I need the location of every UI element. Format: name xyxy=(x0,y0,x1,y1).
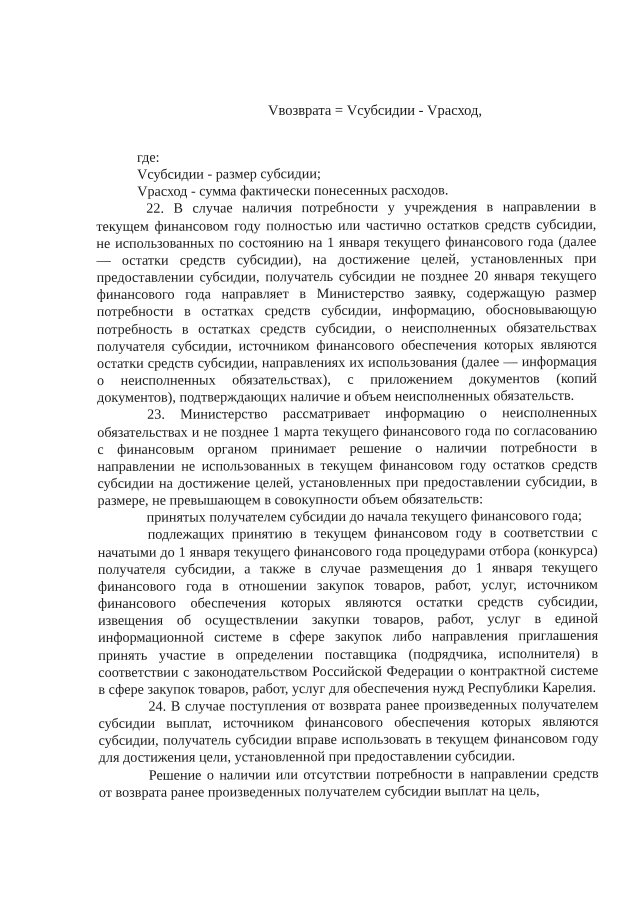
document-body xyxy=(96,148,599,802)
paragraph-22: 22. В случае наличия потребности у учреждения в направлении в текущем финансовом году полностью или частично остатков средств субсидии, не использованных по состоянию на 1 января текущего финансового года (далее — остатки средств субсидии), на достижение целей, установленных при предоставлении субсидии, получатель субсидии не позднее 20 января текущего финансового года направляет в Министерство заявку, содержащую размер потребности в остатках средств субсидии, информацию, обосновывающую потребность в остатках средств субсидии, о неисполненных обязательствах получателя субсидии, источником финансового обеспечения которых являются остатки средств субсидии, направлениях их использования (далее — информация о неисполненных обязательствах), с приложением документов (копий документов), подтверждающих наличие и объем неисполненных обязательств. xyxy=(96,199,598,407)
definition-expense: Vрасход - сумма фактически понесенных расходов. xyxy=(137,182,449,201)
definition-subsidy: Vсубсидии - размер субсидии; xyxy=(137,166,321,183)
paragraph-23-item-b: подлежащих принятию в текущем финансовом году в соответствии с начатыми до 1 января текущего финансового года процедурами отбора (конкурса) получателя субсидии, а также в случае размещения до 1 января текущего финансового года в отношении закупок товаров, работ, услуг, источником финансового обеспечения которых являются остатки средств субсидии, извещения об осуществлении закупки товаров, работ, услуг в единой информационной системе в сфере закупок либо направления приглашения принять участие в определении поставщика (подрядчика, исполнителя) в соответствии с законодательством Российской Федерации о контрактной системе в сфере закупок товаров, работ, услуг для обеспечения нужд Республики Карелия. xyxy=(97,525,599,698)
paragraph-24-decision: Решение о наличии или отсутствии потребности в направлении средств от возврата ранее произведенных получателем субсидии выплат на цель, xyxy=(98,765,599,801)
paragraph-24: 24. В случае поступления от возврата ранее произведенных получателем субсидии выплат, источником финансового обеспечения которых являются субсидии, получатель субсидии вправе использовать в текущем финансовом году для достижения цели, установленной при предоставлении субсидии. xyxy=(98,696,599,767)
refund-formula: Vвозврата = Vсубсидии - Vрасход, xyxy=(268,103,482,119)
where-label: где: xyxy=(136,149,160,166)
paragraph-23: 23. Министерство рассматривает информацию о неисполненных обязательствах и не позднее 1 марта текущего финансового года по согласованию с финансовым органом принимает решение о наличии потребности в направлении не использованных в текущем финансовом году остатков средств субсидии на достижение целей, установленных при предоставлении субсидии, в размере, не превышающем в совокупности объем обязательств: xyxy=(97,405,598,510)
paragraph-23-item-a: принятых получателем субсидии до начала текущего финансового года; xyxy=(146,508,582,527)
